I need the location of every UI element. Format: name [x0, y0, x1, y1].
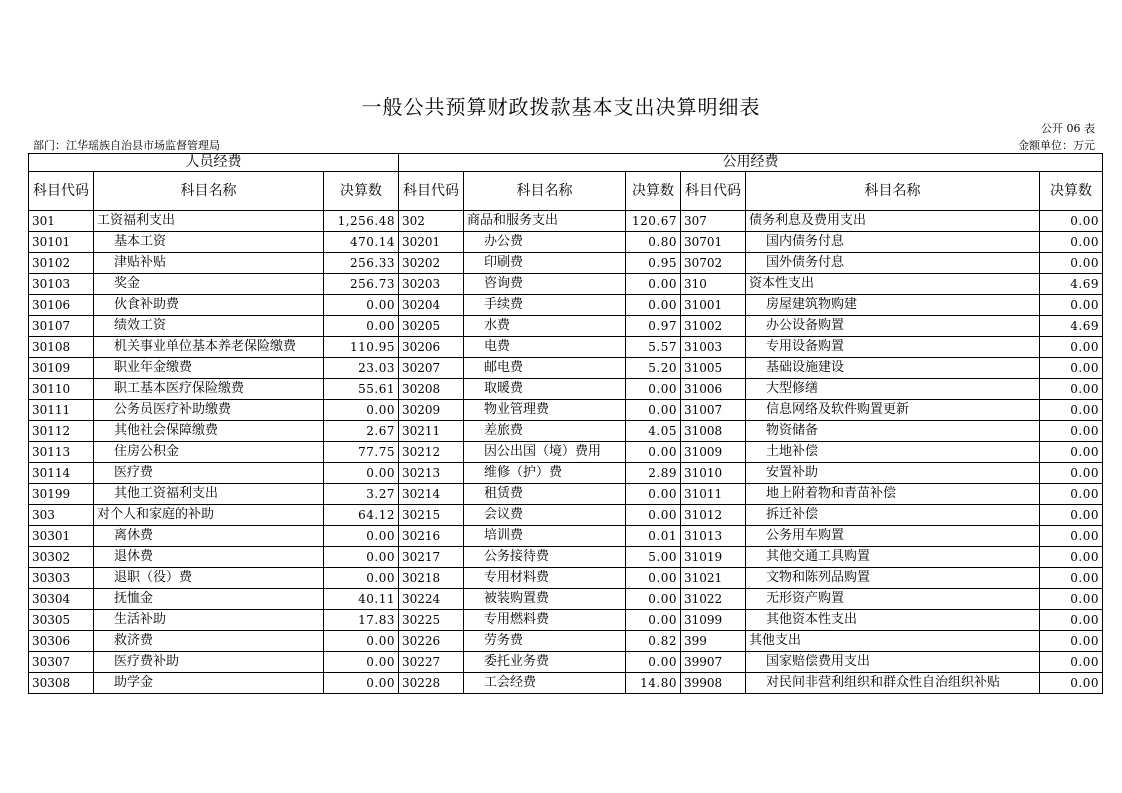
account-name-cell: 其他社会保障缴费 — [94, 421, 324, 442]
table-row — [29, 526, 1103, 547]
amount-cell: 77.75 — [324, 442, 399, 463]
account-name-cell: 邮电费 — [464, 358, 626, 379]
amount-cell: 4.05 — [626, 421, 681, 442]
account-code-cell: 30102 — [29, 253, 94, 274]
account-code-cell: 30199 — [29, 484, 94, 505]
amount-cell: 0.00 — [1040, 463, 1103, 484]
account-name-cell: 物业管理费 — [464, 400, 626, 421]
account-name-cell: 生活补助 — [94, 610, 324, 631]
column-header-row — [29, 172, 1103, 211]
amount-cell: 55.61 — [324, 379, 399, 400]
account-name-cell: 救济费 — [94, 631, 324, 652]
account-code-cell: 30205 — [399, 316, 464, 337]
account-name-cell: 会议费 — [464, 505, 626, 526]
account-name-cell: 离休费 — [94, 526, 324, 547]
account-code-cell: 30208 — [399, 379, 464, 400]
account-code-cell: 30103 — [29, 274, 94, 295]
amount-cell: 0.00 — [626, 400, 681, 421]
account-code-cell: 31006 — [681, 379, 746, 400]
amount-cell: 0.00 — [1040, 526, 1103, 547]
account-name-cell: 水费 — [464, 316, 626, 337]
account-name-cell: 专用材料费 — [464, 568, 626, 589]
amount-cell: 0.00 — [1040, 211, 1103, 232]
department-label: 部门：江华瑶族自治县市场监督管理局 — [33, 139, 220, 152]
account-name-cell: 商品和服务支出 — [464, 211, 626, 232]
header-amount: 决算数 — [626, 172, 681, 211]
account-code-cell: 30215 — [399, 505, 464, 526]
account-name-cell: 大型修缮 — [746, 379, 1040, 400]
table-row — [29, 421, 1103, 442]
account-name-cell: 国家赔偿费用支出 — [746, 652, 1040, 673]
table-row — [29, 253, 1103, 274]
account-name-cell: 工会经费 — [464, 673, 626, 694]
account-code-cell: 30217 — [399, 547, 464, 568]
account-name-cell: 工资福利支出 — [94, 211, 324, 232]
amount-cell: 1,256.48 — [324, 211, 399, 232]
account-name-cell: 基础设施建设 — [746, 358, 1040, 379]
account-name-cell: 退休费 — [94, 547, 324, 568]
account-code-cell: 30112 — [29, 421, 94, 442]
account-code-cell: 30211 — [399, 421, 464, 442]
account-name-cell: 差旅费 — [464, 421, 626, 442]
account-code-cell: 30213 — [399, 463, 464, 484]
account-name-cell: 资本性支出 — [746, 274, 1040, 295]
account-name-cell: 因公出国（境）费用 — [464, 442, 626, 463]
account-name-cell: 津贴补贴 — [94, 253, 324, 274]
account-code-cell: 30307 — [29, 652, 94, 673]
account-name-cell: 基本工资 — [94, 232, 324, 253]
account-code-cell: 30108 — [29, 337, 94, 358]
amount-cell: 0.00 — [626, 442, 681, 463]
account-name-cell: 其他工资福利支出 — [94, 484, 324, 505]
group-public: 公用经费 — [399, 154, 1103, 172]
amount-cell: 0.00 — [1040, 631, 1103, 652]
amount-cell: 0.00 — [324, 631, 399, 652]
header-amount: 决算数 — [324, 172, 399, 211]
account-name-cell: 维修（护）费 — [464, 463, 626, 484]
account-name-cell: 无形资产购置 — [746, 589, 1040, 610]
amount-cell: 0.01 — [626, 526, 681, 547]
table-row — [29, 631, 1103, 652]
account-name-cell: 拆迁补偿 — [746, 505, 1040, 526]
amount-cell: 0.00 — [1040, 253, 1103, 274]
table-row — [29, 295, 1103, 316]
account-code-cell: 31021 — [681, 568, 746, 589]
account-name-cell: 奖金 — [94, 274, 324, 295]
account-name-cell: 培训费 — [464, 526, 626, 547]
account-code-cell: 31019 — [681, 547, 746, 568]
amount-cell: 0.00 — [1040, 652, 1103, 673]
amount-cell: 0.00 — [324, 526, 399, 547]
amount-cell: 0.00 — [1040, 232, 1103, 253]
form-number: 公开 06 表 — [1041, 122, 1095, 135]
header-code: 科目代码 — [681, 172, 746, 211]
account-name-cell: 取暖费 — [464, 379, 626, 400]
account-name-cell: 其他交通工具购置 — [746, 547, 1040, 568]
account-code-cell: 310 — [681, 274, 746, 295]
amount-cell: 3.27 — [324, 484, 399, 505]
amount-cell: 14.80 — [626, 673, 681, 694]
account-name-cell: 专用燃料费 — [464, 610, 626, 631]
account-name-cell: 伙食补助费 — [94, 295, 324, 316]
account-name-cell: 医疗费补助 — [94, 652, 324, 673]
account-name-cell: 信息网络及软件购置更新 — [746, 400, 1040, 421]
amount-cell: 2.67 — [324, 421, 399, 442]
account-code-cell: 31012 — [681, 505, 746, 526]
account-name-cell: 其他资本性支出 — [746, 610, 1040, 631]
amount-cell: 0.00 — [1040, 421, 1103, 442]
account-code-cell: 31022 — [681, 589, 746, 610]
account-name-cell: 抚恤金 — [94, 589, 324, 610]
account-name-cell: 其他支出 — [746, 631, 1040, 652]
header-amount: 决算数 — [1040, 172, 1103, 211]
account-code-cell: 30226 — [399, 631, 464, 652]
account-name-cell: 职工基本医疗保险缴费 — [94, 379, 324, 400]
account-code-cell: 30304 — [29, 589, 94, 610]
account-code-cell: 31099 — [681, 610, 746, 631]
amount-cell: 5.00 — [626, 547, 681, 568]
amount-cell: 0.00 — [324, 316, 399, 337]
header-code: 科目代码 — [399, 172, 464, 211]
amount-cell: 0.00 — [1040, 484, 1103, 505]
table-row — [29, 610, 1103, 631]
table-row — [29, 232, 1103, 253]
table-row — [29, 211, 1103, 232]
amount-cell: 0.82 — [626, 631, 681, 652]
amount-cell: 0.00 — [1040, 400, 1103, 421]
account-name-cell: 手续费 — [464, 295, 626, 316]
amount-cell: 0.00 — [324, 295, 399, 316]
account-name-cell: 办公费 — [464, 232, 626, 253]
account-name-cell: 房屋建筑物购建 — [746, 295, 1040, 316]
account-code-cell: 30204 — [399, 295, 464, 316]
table-row — [29, 400, 1103, 421]
table-row — [29, 484, 1103, 505]
account-code-cell: 30212 — [399, 442, 464, 463]
amount-cell: 0.00 — [626, 505, 681, 526]
account-code-cell: 30216 — [399, 526, 464, 547]
account-code-cell: 30207 — [399, 358, 464, 379]
table-row — [29, 379, 1103, 400]
account-code-cell: 31005 — [681, 358, 746, 379]
account-code-cell: 31001 — [681, 295, 746, 316]
amount-cell: 0.00 — [1040, 505, 1103, 526]
account-code-cell: 30701 — [681, 232, 746, 253]
amount-cell: 0.00 — [626, 484, 681, 505]
account-name-cell: 退职（役）费 — [94, 568, 324, 589]
amount-cell: 0.00 — [626, 379, 681, 400]
account-code-cell: 31013 — [681, 526, 746, 547]
account-name-cell: 印刷费 — [464, 253, 626, 274]
account-code-cell: 30106 — [29, 295, 94, 316]
account-code-cell: 30214 — [399, 484, 464, 505]
table-row — [29, 505, 1103, 526]
account-name-cell: 对个人和家庭的补助 — [94, 505, 324, 526]
table-row — [29, 652, 1103, 673]
amount-cell: 40.11 — [324, 589, 399, 610]
account-code-cell: 30107 — [29, 316, 94, 337]
account-name-cell: 医疗费 — [94, 463, 324, 484]
amount-cell: 0.00 — [1040, 547, 1103, 568]
account-name-cell: 专用设备购置 — [746, 337, 1040, 358]
account-name-cell: 绩效工资 — [94, 316, 324, 337]
amount-cell: 0.97 — [626, 316, 681, 337]
account-code-cell: 30114 — [29, 463, 94, 484]
amount-cell: 0.00 — [1040, 442, 1103, 463]
account-code-cell: 399 — [681, 631, 746, 652]
table-body — [29, 211, 1103, 694]
amount-cell: 0.00 — [1040, 295, 1103, 316]
amount-cell: 0.00 — [324, 400, 399, 421]
amount-cell: 0.00 — [1040, 673, 1103, 694]
account-code-cell: 31009 — [681, 442, 746, 463]
account-code-cell: 30225 — [399, 610, 464, 631]
account-code-cell: 31011 — [681, 484, 746, 505]
amount-unit-label: 金额单位：万元 — [1018, 139, 1095, 152]
amount-cell: 0.00 — [324, 652, 399, 673]
account-code-cell: 39908 — [681, 673, 746, 694]
account-name-cell: 文物和陈列品购置 — [746, 568, 1040, 589]
account-name-cell: 职业年金缴费 — [94, 358, 324, 379]
account-code-cell: 30305 — [29, 610, 94, 631]
amount-cell: 0.00 — [626, 295, 681, 316]
amount-cell: 0.00 — [1040, 568, 1103, 589]
account-name-cell: 咨询费 — [464, 274, 626, 295]
amount-cell: 0.00 — [1040, 610, 1103, 631]
account-code-cell: 30308 — [29, 673, 94, 694]
account-code-cell: 31003 — [681, 337, 746, 358]
account-name-cell: 被装购置费 — [464, 589, 626, 610]
amount-cell: 0.00 — [324, 547, 399, 568]
account-code-cell: 30702 — [681, 253, 746, 274]
account-code-cell: 307 — [681, 211, 746, 232]
account-name-cell: 助学金 — [94, 673, 324, 694]
table-row — [29, 463, 1103, 484]
table-row — [29, 442, 1103, 463]
account-code-cell: 31008 — [681, 421, 746, 442]
account-code-cell: 30203 — [399, 274, 464, 295]
account-code-cell: 30209 — [399, 400, 464, 421]
table-row — [29, 274, 1103, 295]
account-code-cell: 30111 — [29, 400, 94, 421]
amount-cell: 4.69 — [1040, 316, 1103, 337]
amount-cell: 5.20 — [626, 358, 681, 379]
account-name-cell: 公务员医疗补助缴费 — [94, 400, 324, 421]
account-name-cell: 劳务费 — [464, 631, 626, 652]
table-row — [29, 547, 1103, 568]
amount-cell: 0.00 — [324, 673, 399, 694]
account-code-cell: 31010 — [681, 463, 746, 484]
header-name: 科目名称 — [464, 172, 626, 211]
account-name-cell: 安置补助 — [746, 463, 1040, 484]
account-code-cell: 30302 — [29, 547, 94, 568]
account-code-cell: 30110 — [29, 379, 94, 400]
account-code-cell: 30201 — [399, 232, 464, 253]
account-name-cell: 地上附着物和青苗补偿 — [746, 484, 1040, 505]
table-row — [29, 358, 1103, 379]
amount-cell: 256.73 — [324, 274, 399, 295]
amount-cell: 120.67 — [626, 211, 681, 232]
account-name-cell: 租赁费 — [464, 484, 626, 505]
account-code-cell: 30101 — [29, 232, 94, 253]
amount-cell: 0.00 — [626, 274, 681, 295]
account-code-cell: 30306 — [29, 631, 94, 652]
amount-cell: 256.33 — [324, 253, 399, 274]
amount-cell: 0.00 — [1040, 379, 1103, 400]
account-code-cell: 30228 — [399, 673, 464, 694]
header-code: 科目代码 — [29, 172, 94, 211]
amount-cell: 0.00 — [1040, 589, 1103, 610]
expenditure-table — [28, 153, 1103, 694]
group-personnel: 人员经费 — [29, 154, 399, 172]
account-name-cell: 住房公积金 — [94, 442, 324, 463]
account-name-cell: 债务利息及费用支出 — [746, 211, 1040, 232]
account-code-cell: 30227 — [399, 652, 464, 673]
account-code-cell: 39907 — [681, 652, 746, 673]
account-name-cell: 电费 — [464, 337, 626, 358]
account-code-cell: 30303 — [29, 568, 94, 589]
account-name-cell: 机关事业单位基本养老保险缴费 — [94, 337, 324, 358]
amount-cell: 64.12 — [324, 505, 399, 526]
amount-cell: 17.83 — [324, 610, 399, 631]
amount-cell: 0.00 — [1040, 358, 1103, 379]
account-code-cell: 302 — [399, 211, 464, 232]
amount-cell: 23.03 — [324, 358, 399, 379]
amount-cell: 0.00 — [626, 589, 681, 610]
amount-cell: 2.89 — [626, 463, 681, 484]
account-code-cell: 303 — [29, 505, 94, 526]
amount-cell: 0.00 — [1040, 337, 1103, 358]
account-name-cell: 物资储备 — [746, 421, 1040, 442]
amount-cell: 0.00 — [324, 568, 399, 589]
account-code-cell: 30206 — [399, 337, 464, 358]
amount-cell: 0.80 — [626, 232, 681, 253]
account-name-cell: 公务用车购置 — [746, 526, 1040, 547]
amount-cell: 0.95 — [626, 253, 681, 274]
report-title: 一般公共预算财政拨款基本支出决算明细表 — [361, 95, 761, 119]
account-name-cell: 委托业务费 — [464, 652, 626, 673]
account-code-cell: 31007 — [681, 400, 746, 421]
account-name-cell: 公务接待费 — [464, 547, 626, 568]
amount-cell: 0.00 — [626, 652, 681, 673]
table-row — [29, 316, 1103, 337]
table-row — [29, 589, 1103, 610]
account-code-cell: 30301 — [29, 526, 94, 547]
amount-cell: 4.69 — [1040, 274, 1103, 295]
table-row — [29, 568, 1103, 589]
account-name-cell: 国外债务付息 — [746, 253, 1040, 274]
account-name-cell: 对民间非营利组织和群众性自治组织补贴 — [746, 673, 1040, 694]
account-code-cell: 30109 — [29, 358, 94, 379]
amount-cell: 5.57 — [626, 337, 681, 358]
account-code-cell: 31002 — [681, 316, 746, 337]
account-code-cell: 30202 — [399, 253, 464, 274]
account-name-cell: 国内债务付息 — [746, 232, 1040, 253]
header-name: 科目名称 — [746, 172, 1040, 211]
account-name-cell: 办公设备购置 — [746, 316, 1040, 337]
amount-cell: 0.00 — [626, 568, 681, 589]
amount-cell: 110.95 — [324, 337, 399, 358]
amount-cell: 0.00 — [626, 610, 681, 631]
group-header-row — [29, 154, 1103, 172]
table-row — [29, 673, 1103, 694]
account-code-cell: 301 — [29, 211, 94, 232]
account-name-cell: 土地补偿 — [746, 442, 1040, 463]
amount-cell: 0.00 — [324, 463, 399, 484]
table-row — [29, 337, 1103, 358]
header-name: 科目名称 — [94, 172, 324, 211]
account-code-cell: 30224 — [399, 589, 464, 610]
account-code-cell: 30113 — [29, 442, 94, 463]
amount-cell: 470.14 — [324, 232, 399, 253]
account-code-cell: 30218 — [399, 568, 464, 589]
